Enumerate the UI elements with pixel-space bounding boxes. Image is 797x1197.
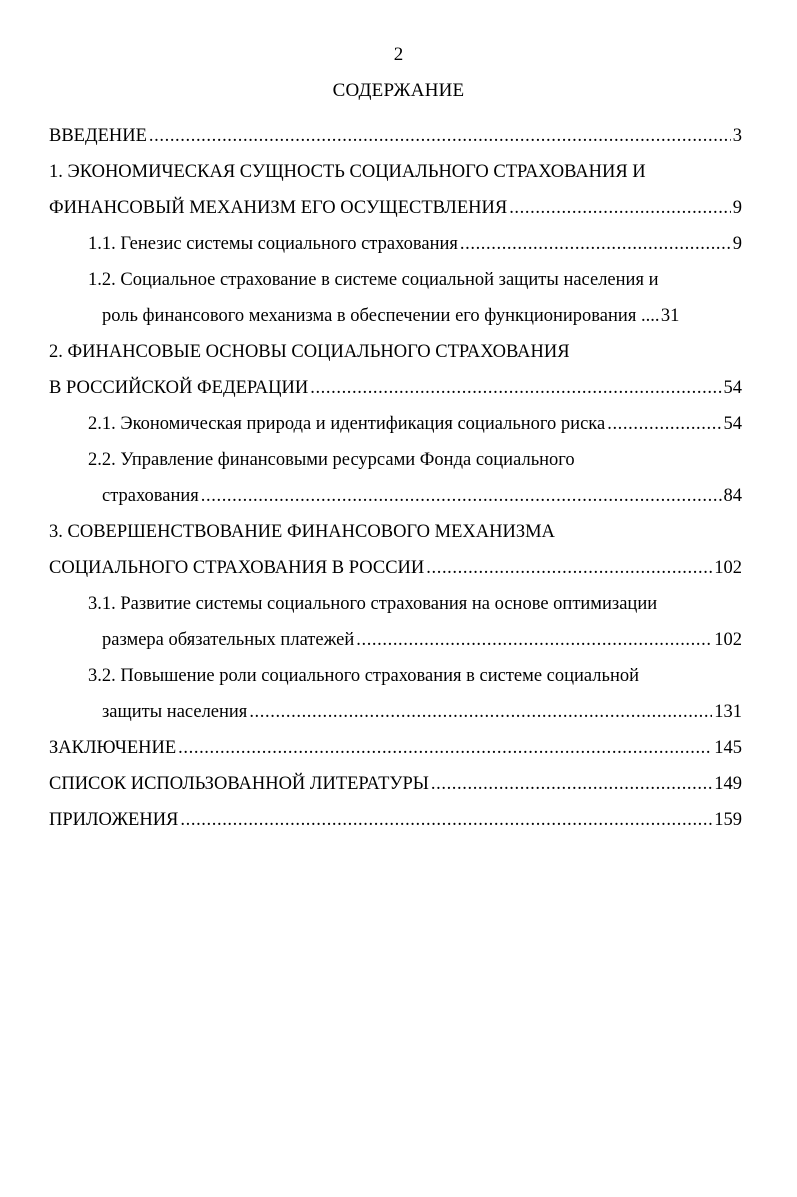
dot-leader	[460, 232, 731, 256]
toc-entry-chapter-1[interactable]	[49, 160, 749, 184]
dot-leader	[607, 412, 721, 436]
toc-entry-text: ВВЕДЕНИЕ	[49, 126, 147, 146]
toc-entry-page: 54	[723, 414, 742, 434]
toc-entry-section-3-1[interactable]	[88, 592, 748, 616]
toc-entry-page: 3	[732, 126, 742, 146]
toc-entry-text: роль финансового механизма в обеспечении его функционирования ...	[102, 306, 655, 326]
toc-entry-text: страхования	[102, 486, 199, 506]
toc-entry-page: 31	[660, 306, 680, 326]
toc-entry-page: 102	[714, 630, 742, 650]
toc-entry-section-1-2-cont[interactable]	[102, 304, 742, 328]
dot-leader	[178, 736, 712, 760]
toc-entry-text: защиты населения	[102, 702, 248, 722]
toc-entry-text: В РОССИЙСКОЙ ФЕДЕРАЦИИ	[49, 378, 309, 398]
toc-entry-text: 1.1. Генезис системы социального страхования	[88, 234, 458, 254]
toc-entry-section-3-2-cont[interactable]	[102, 700, 742, 724]
dot-leader	[201, 484, 722, 508]
dot-leader	[180, 808, 712, 832]
page-title: СОДЕРЖАНИЕ	[332, 80, 465, 101]
toc-entry-chapter-3-cont[interactable]	[49, 556, 742, 580]
toc-entry-text: 2. ФИНАНСОВЫЕ ОСНОВЫ СОЦИАЛЬНОГО СТРАХОВАНИЯ	[49, 342, 570, 362]
dot-leader	[356, 628, 712, 652]
toc-entry-conclusion[interactable]	[49, 736, 742, 760]
toc-entry-bibliography[interactable]	[49, 772, 742, 796]
dot-leader	[509, 196, 731, 220]
dot-leader	[431, 772, 712, 796]
page-number: 2	[393, 44, 404, 65]
dot-leader	[149, 124, 731, 148]
toc-entry-text: 2.2. Управление финансовыми ресурсами Фонда социального	[88, 450, 575, 470]
toc-entry-chapter-2-cont[interactable]	[49, 376, 742, 400]
toc-entry-page: 159	[714, 810, 742, 830]
toc-entry-section-2-2[interactable]	[88, 448, 748, 472]
toc-entry-page: 145	[714, 738, 742, 758]
toc-entry-text: 3. СОВЕРШЕНСТВОВАНИЕ ФИНАНСОВОГО МЕХАНИЗМА	[49, 522, 555, 542]
toc-entry-text: размера обязательных платежей	[102, 630, 355, 650]
toc-entry-chapter-1-cont[interactable]	[49, 196, 742, 220]
toc-entry-appendices[interactable]	[49, 808, 742, 832]
toc-entry-section-3-2[interactable]	[88, 664, 748, 688]
toc-entry-page: 149	[714, 774, 742, 794]
toc-entry-text: 2.1. Экономическая природа и идентификация социального риска	[88, 414, 606, 434]
toc-entry-text: СОЦИАЛЬНОГО СТРАХОВАНИЯ В РОССИИ	[49, 558, 425, 578]
toc-entry-text: ПРИЛОЖЕНИЯ	[49, 810, 179, 830]
toc-entry-page: 9	[732, 234, 742, 254]
toc-entry-text: ЗАКЛЮЧЕНИЕ	[49, 738, 177, 758]
toc-entry-chapter-3[interactable]	[49, 520, 749, 544]
toc-entry-text: 3.2. Повышение роли социального страхования в системе социальной	[88, 666, 640, 686]
toc-entry-text: СПИСОК ИСПОЛЬЗОВАННОЙ ЛИТЕРАТУРЫ	[49, 774, 429, 794]
toc-entry-section-2-1[interactable]	[88, 412, 742, 436]
toc-entry-page: 102	[714, 558, 742, 578]
toc-entry-page: 84	[723, 486, 742, 506]
toc-entry-section-3-1-cont[interactable]	[102, 628, 742, 652]
dot-leader	[249, 700, 712, 724]
toc-entry-text: 1. ЭКОНОМИЧЕСКАЯ СУЩНОСТЬ СОЦИАЛЬНОГО СТРАХОВАНИЯ И	[49, 162, 646, 182]
toc-entry-introduction[interactable]	[49, 124, 742, 148]
toc-entry-page: 131	[714, 702, 742, 722]
toc-entry-text: 3.1. Развитие системы социального страхования на основе оптимизации	[88, 594, 658, 614]
toc-entry-text: 1.2. Социальное страхование в системе социальной защиты населения и	[88, 270, 659, 290]
toc-entry-page: 9	[732, 198, 742, 218]
toc-entry-text: ФИНАНСОВЫЙ МЕХАНИЗМ ЕГО ОСУЩЕСТВЛЕНИЯ	[49, 198, 508, 218]
toc-entry-section-2-2-cont[interactable]	[102, 484, 742, 508]
dot-leader	[310, 376, 721, 400]
dot-leader	[426, 556, 712, 580]
toc-entry-section-1-2[interactable]	[88, 268, 748, 292]
toc-entry-section-1-1[interactable]	[88, 232, 742, 256]
toc-entry-chapter-2[interactable]	[49, 340, 749, 364]
toc-entry-page: 54	[723, 378, 742, 398]
